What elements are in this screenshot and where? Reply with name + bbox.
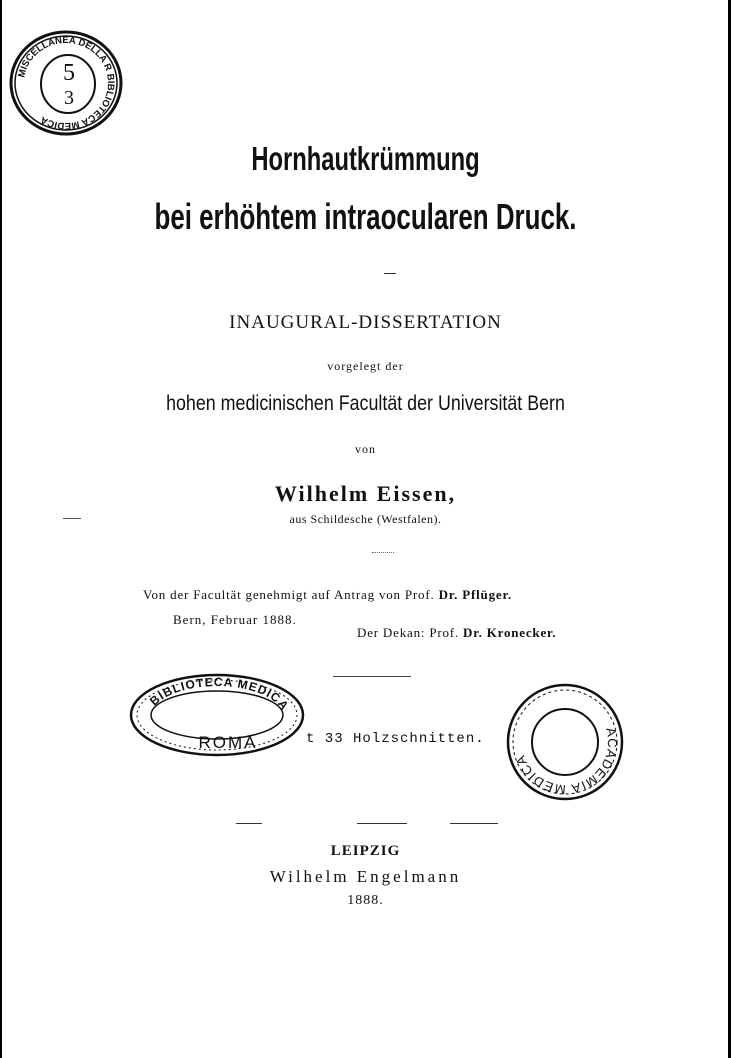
- library-stamp: [6, 28, 126, 138]
- academy-stamp: [504, 681, 626, 803]
- scan-mark: [63, 518, 81, 519]
- by-line: von: [355, 442, 376, 456]
- illustrations-note: t 33 Holzschnitten.: [306, 731, 485, 747]
- title-line-1: Hornhautkrümmung: [251, 140, 480, 177]
- library-stamp-ring-text: MISCELLANEA DELLA R BIBLIOTECA MEDICA: [16, 34, 117, 132]
- approval-line: [143, 587, 512, 603]
- divider-line: [333, 676, 411, 677]
- author-name: Wilhelm Eissen,: [274, 481, 457, 506]
- title-line-2: bei erhöhtem intraocularen Druck.: [154, 196, 577, 237]
- oval-stamp-bottom-text: ROMA: [198, 733, 258, 752]
- dean-prefix: Der Dekan: Prof.: [357, 625, 459, 640]
- place-date: Bern, Februar 1888.: [173, 612, 297, 627]
- divider-middle: [357, 823, 407, 824]
- academy-stamp-ring-text: ACADEMIA MEDICA: [512, 726, 621, 798]
- dotted-divider: [372, 552, 394, 553]
- publication-year: 1888.: [347, 893, 384, 908]
- dean-line: [357, 625, 556, 641]
- presented-to: vorgelegt der: [327, 359, 404, 373]
- dean-name: Dr. Kronecker.: [463, 625, 557, 640]
- author-origin: aus Schildesche (Westfalen).: [289, 512, 442, 526]
- oval-stamp-top-text: BIBLIOTECA MEDICA: [146, 674, 292, 714]
- divider-short-left: [236, 823, 262, 824]
- publisher-name: Wilhelm Engelmann: [269, 867, 462, 886]
- library-stamp-number-top: 5: [63, 60, 75, 86]
- approval-name: Dr. Pflüger.: [438, 587, 512, 602]
- approval-prefix: Von der Facultät genehmigt auf Antrag von Prof.: [143, 587, 435, 602]
- library-stamp-number-bottom: 3: [64, 87, 74, 109]
- thesis-type: INAUGURAL-DISSERTATION: [229, 312, 502, 333]
- oval-library-stamp: [128, 672, 306, 758]
- faculty-line: hohen medicinischen Facultät der Universität Bern: [166, 392, 565, 415]
- divider-right: [450, 823, 498, 824]
- divider-dash: [384, 273, 396, 274]
- publication-city: LEIPZIG: [330, 843, 401, 859]
